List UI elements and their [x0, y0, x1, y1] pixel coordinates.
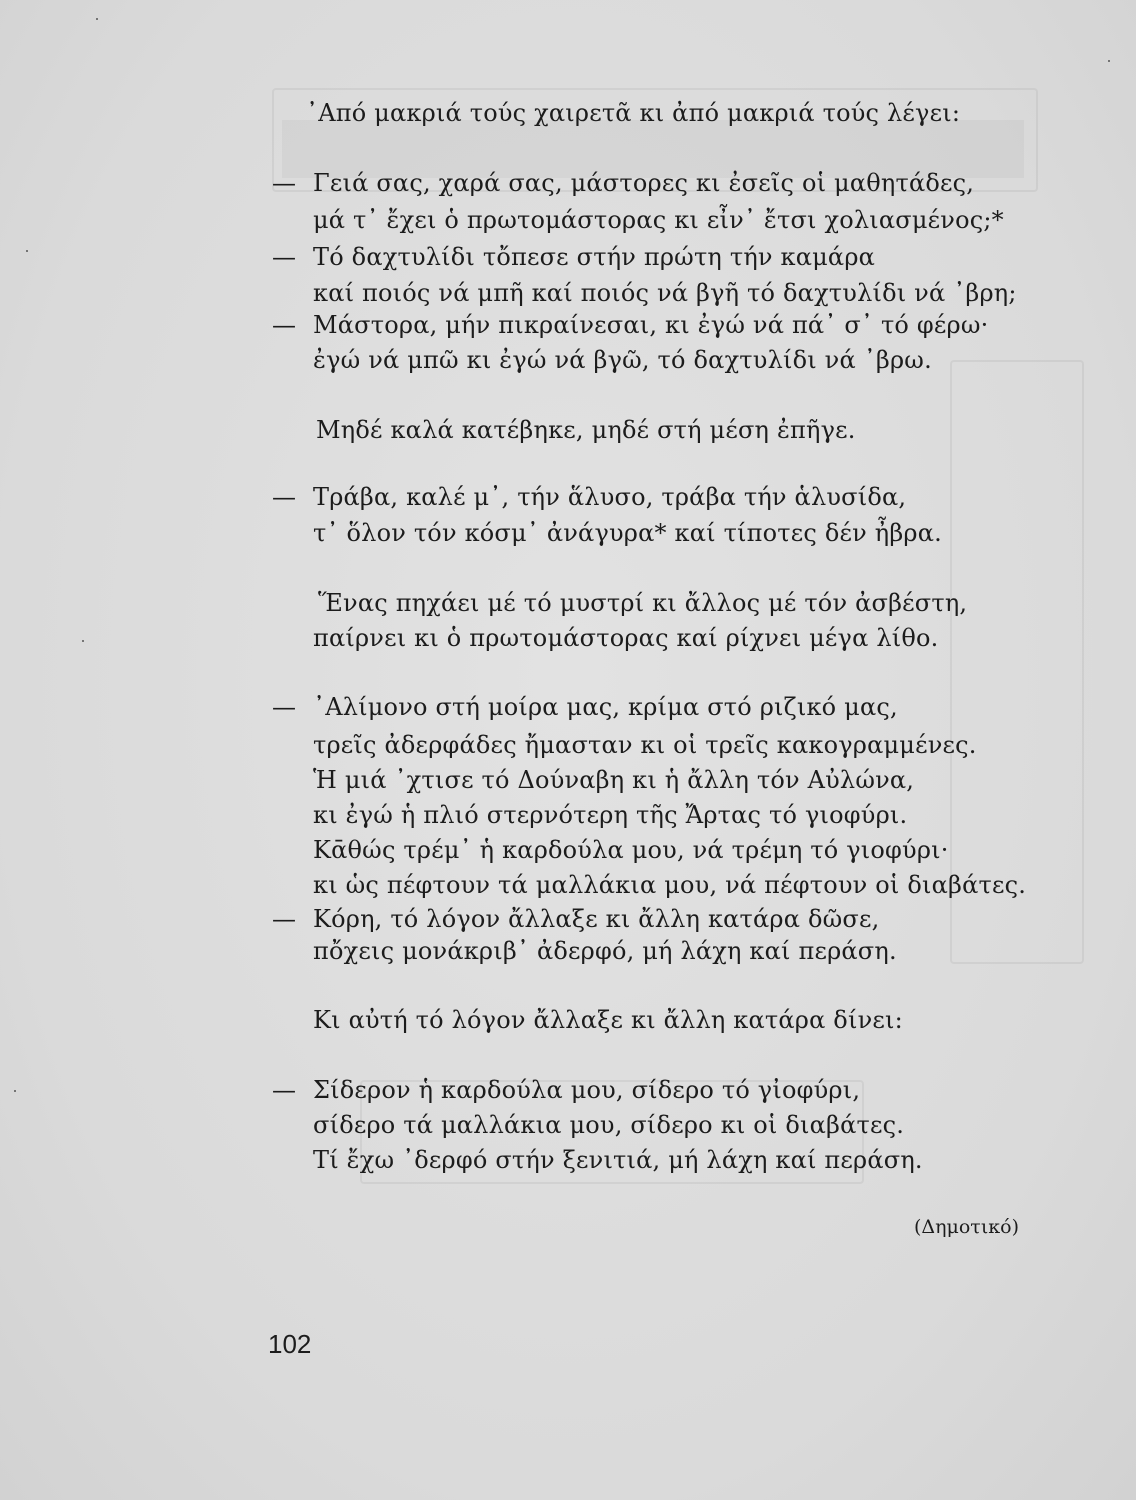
poem-line: μά τ᾿ ἔχει ὁ πρωτομάστορας κι εἶν᾿ ἔτσι χολιασμένος;*	[313, 206, 1004, 234]
dialogue-dash: —	[272, 1076, 296, 1104]
poem-line: τ᾿ ὅλον τόν κόσμ᾿ ἀνάγυρα* καί τίποτες δέν ἦβρα.	[313, 519, 942, 547]
page-number: 102	[268, 1329, 312, 1359]
poem-line: Κόρη, τό λόγον ἄλλαξε κι ἄλλη κατάρα δῶσε,	[313, 905, 880, 933]
dialogue-dash: —	[272, 169, 296, 197]
poem-line: ἐγώ νά μπῶ κι ἐγώ νά βγῶ, τό δαχτυλίδι νά ᾿βρω.	[313, 346, 932, 374]
scan-speck	[14, 1090, 16, 1092]
dialogue-dash: —	[272, 905, 296, 933]
poem-line: Μηδέ καλά κατέβηκε, μηδέ στή μέση ἐπῆγε.	[316, 416, 856, 444]
poem-line: κι ὡς πέφτουν τά μαλλάκια μου, νά πέφτουν οἱ διαβάτες.	[313, 871, 1027, 899]
poem-line: Ἡ μιά ᾿χτισε τό Δούναβη κι ἡ ἄλλη τόν Αὐλώνα,	[313, 766, 915, 794]
scan-speck	[82, 640, 84, 642]
poem-line: Τράβα, καλέ μ᾿, τήν ἅλυσο, τράβα τήν ἁλυσίδα,	[313, 483, 907, 511]
poem-line: Τί ἔχω ᾿δερφό στήν ξενιτιά, μή λάχη καί περάση.	[313, 1146, 923, 1174]
dialogue-dash: —	[272, 693, 296, 721]
scan-speck	[26, 250, 28, 252]
poem-line: Μάστορα, μήν πικραίνεσαι, κι ἐγώ νά πά᾿ σ᾿ τό φέρω·	[313, 311, 989, 339]
poem-line: σίδερο τά μαλλάκια μου, σίδερο κι οἱ διαβάτες.	[313, 1111, 905, 1139]
poem-line: Σίδερον ἡ καρδούλα μου, σίδερο τό γἰοφύρι,	[313, 1076, 861, 1104]
scan-speck	[96, 18, 98, 20]
dialogue-dash: —	[272, 311, 296, 339]
poem-line: Τό δαχτυλίδι τὄπεσε στήν πρώτη τήν καμάρα	[313, 243, 876, 271]
poem-line: κι ἐγώ ἡ πλιό στερνότερη τῆς Ἄρτας τό γιοφύρι.	[313, 801, 908, 829]
poem-line: ᾿Αλίμονο στή μοίρα μας, κρίμα στό ριζικό μας,	[313, 693, 898, 721]
source-attribution: (Δημοτικό)	[914, 1216, 1019, 1238]
dialogue-dash: —	[272, 483, 296, 511]
poem-line: Ἕνας πηχάει μέ τό μυστρί κι ἄλλος μέ τόν ἀσβέστη,	[318, 589, 968, 617]
poem-line: καί ποιός νά μπῆ καί ποιός νά βγῆ τό δαχτυλίδι νά ᾿βρη;	[313, 279, 1017, 307]
poem-line: Κι αὐτή τό λόγον ἄλλαξε κι ἄλλη κατάρα δίνει:	[313, 1006, 903, 1034]
poem-line: ᾿Από μακριά τούς χαιρετᾶ κι ἀπό μακριά τούς λέγει:	[306, 99, 961, 127]
dialogue-dash: —	[272, 243, 296, 271]
poem-line: Κᾱθώς τρέμ᾿ ἡ καρδούλα μου, νά τρέμη τό γιοφύρι·	[313, 836, 949, 864]
scan-speck	[1108, 60, 1110, 62]
poem-line: Γειά σας, χαρά σας, μάστορες κι ἐσεῖς οἱ μαθητάδες,	[313, 169, 975, 197]
poem-line: πὄχεις μονάκριβ᾿ ἀδερφό, μή λάχη καί περάση.	[313, 937, 897, 965]
poem-line: παίρνει κι ὁ πρωτομάστορας καί ρίχνει μέγα λίθο.	[313, 624, 939, 652]
poem-line: τρεῖς ἀδερφάδες ἤμασταν κι οἱ τρεῖς κακογραμμένες.	[313, 731, 977, 759]
